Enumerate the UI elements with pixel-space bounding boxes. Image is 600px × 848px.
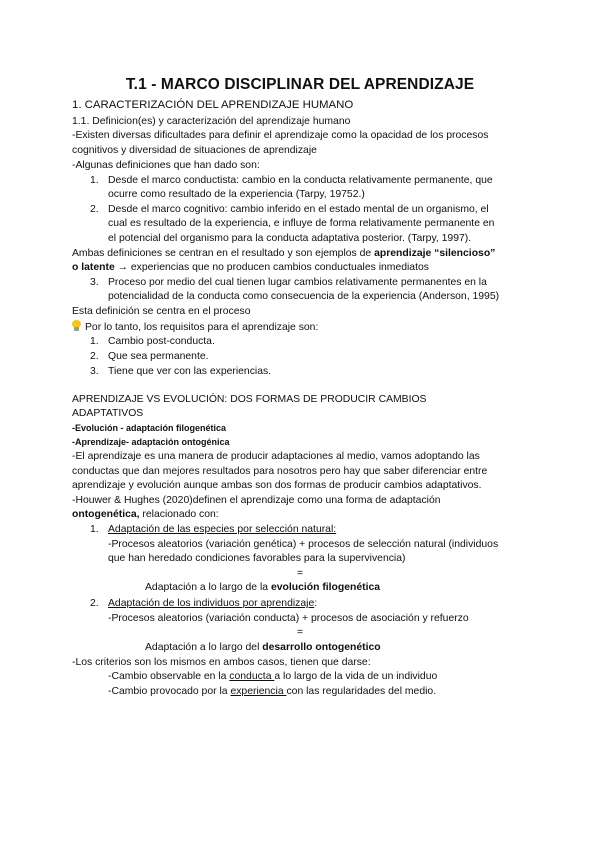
paragraph-line: -Existen diversas dificultades para definir el aprendizaje como la opacidad de los procesos [72,130,489,141]
list-item-line: -Procesos aleatorios (variación conducta) + procesos de asociación y refuerzo [108,613,469,624]
paragraph-line: -Los criterios son los mismos en ambos casos, tienen que darse: [72,657,371,668]
list-number: 1. [90,524,99,535]
list-item-line: ocurre como resultado de la experiencia (Tarpy, 19752.) [108,189,365,200]
page-title: T.1 - MARCO DISCIPLINAR DEL APRENDIZAJE [125,76,475,93]
list-item-line: -Cambio observable en la conducta a lo largo de la vida de un individuo [108,671,438,682]
paragraph-line: Por lo tanto, los requisitos para el aprendizaje son: [72,320,318,334]
list-number: 3. [90,366,99,377]
list-number: 3. [90,277,99,288]
section-heading: ADAPTATIVOS [72,408,144,419]
subsection-heading: 1.1. Definicion(es) y caracterización del aprendizaje humano [72,116,351,127]
list-item-title: Adaptación de los individuos por aprendizaje: [108,598,318,609]
paragraph-line: o latente → experiencias que no producen cambios conductuales inmediatos [72,262,429,273]
list-item-line: Cambio post-conducta. [108,336,215,347]
lightbulb-icon [72,320,81,331]
list-item-line: potencialidad de la conducta como consecuencia de la experiencia (Anderson, 1995) [108,291,500,302]
paragraph-line: -Evolución - adaptación filogenética [72,423,227,433]
list-item-line: Que sea permanente. [108,351,209,362]
section-heading: 1. CARACTERIZACIÓN DEL APRENDIZAJE HUMANO [72,99,354,111]
list-item-line: Proceso por medio del cual tienen lugar cambios relativamente permanentes en la [108,277,487,288]
list-number: 1. [90,336,99,347]
list-item-line: que han heredado condiciones favorables para la supervivencia) [108,553,406,564]
paragraph-line: ontogenética, relacionado con: [72,509,219,520]
paragraph-line: -El aprendizaje es una manera de producir adaptaciones al medio, vamos adoptando las [72,451,480,462]
list-item-line: Desde el marco conductista: cambio en la conducta relativamente permanente, que [108,175,493,186]
paragraph-line: cognitivos y diversidad de situaciones de aprendizaje [72,145,317,156]
paragraph-line: Esta definición se centra en el proceso [72,306,251,317]
list-number: 2. [90,351,99,362]
list-item-line: cual es resultado de la experiencia, e influye de forma relativamente permanente en [108,218,495,229]
list-item-line: -Cambio provocado por la experiencia con las regularidades del medio. [108,686,437,697]
section-heading: APRENDIZAJE VS EVOLUCIÓN: DOS FORMAS DE PRODUCIR CAMBIOS [72,394,427,405]
paragraph-line: -Algunas definiciones que han dado son: [72,160,260,171]
paragraph-line: Ambas definiciones se centran en el resultado y son ejemplos de aprendizaje “silencioso” [72,248,496,259]
equals-sign: = [296,568,304,579]
list-item-line: Adaptación a lo largo de la evolución filogenética [145,582,381,593]
list-item-title: Adaptación de las especies por selección natural: [108,524,337,535]
list-number: 2. [90,204,99,215]
list-item-line: Adaptación a lo largo del desarrollo ontogenético [145,642,381,653]
paragraph-line: -Aprendizaje- adaptación ontogénica [72,437,230,447]
list-number: 1. [90,175,99,186]
list-item-line: -Procesos aleatorios (variación genética) + procesos de selección natural (individuos [108,539,499,550]
paragraph-line: conductas que dan mejores resultados para nosotros pero hay que saber diferenciar entre [72,466,488,477]
equals-sign: = [296,627,304,638]
paragraph-line: aprendizaje y evolución aunque ambas son dos formas de producir cambios adaptativos. [72,480,482,491]
list-item-line: el potencial del organismo para la conducta adaptativa posterior. (Tarpy, 1997). [108,233,472,244]
paragraph-line: -Houwer & Hughes (2020)definen el aprendizaje como una forma de adaptación [72,495,441,506]
list-item-line: Desde el marco cognitivo: cambio inferido en el estado mental de un organismo, el [108,204,489,215]
list-number: 2. [90,598,99,609]
list-item-line: Tiene que ver con las experiencias. [108,366,272,377]
